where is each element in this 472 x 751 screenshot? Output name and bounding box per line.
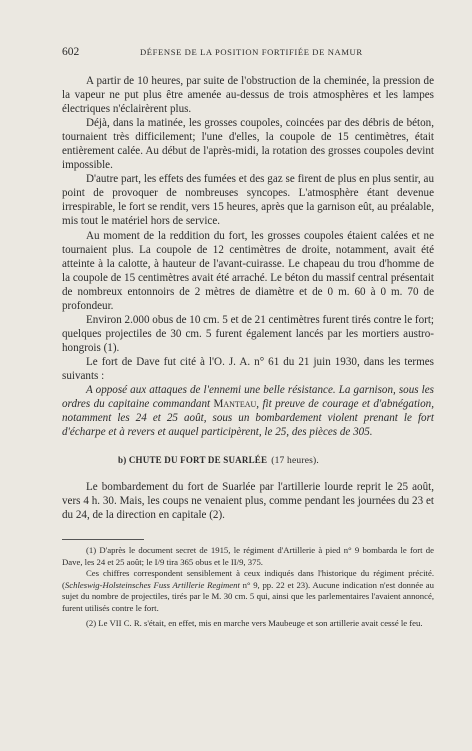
running-head xyxy=(62,46,436,60)
body-text xyxy=(62,74,434,522)
running-title: DÉFENSE DE LA POSITION FORTIFIÉE DE NAMUR xyxy=(140,47,363,57)
citation-quote xyxy=(62,383,434,439)
subheading-title: b) CHUTE DU FORT DE SUARLÉE xyxy=(118,455,268,466)
section-subheading xyxy=(62,453,434,468)
paragraph: Environ 2.000 obus de 10 cm. 5 et de 21 centimètres furent tirés contre le fort; quelques projectiles de 30 cm. 5 furent également lancés par les mortiers austro-hongrois (1). xyxy=(62,313,434,354)
footnote-text: n° 9, pp. 22 et 23). Aucune indication n'est donnée au sujet du nombre de projectiles, tirés par le M. 30 cm. 5 qui, ainsi que les parlementaires l'avaient annoncé, furent utilisés contre le fort. xyxy=(62,579,435,613)
citation-name: Manteau xyxy=(213,398,257,411)
paragraph: Le bombardement du fort de Suarlée par l'artillerie lourde reprit le 25 août, vers 4 h. 30. Mais, les coups ne venaient plus, comme pendant les journées du 23 et du 24, de la direction en capitale (2). xyxy=(62,481,434,522)
footnote-text: Ces chiffres correspondent sensiblement à ceux indiqués dans l'historique du régiment précité. ( xyxy=(62,568,434,590)
footnote: (1) D'après le document secret de 1915, le régiment d'Artillerie à pied n° 9 bombarda le fort de Dave, les 24 et 25 août; le I/9 tira 365 obus et le II/9, 375. xyxy=(62,545,434,567)
footnote-regiment-name: Schleswig-Holsteinsches Fuss Artillerie Regiment xyxy=(64,579,240,590)
page-number: 602 xyxy=(62,46,80,58)
paragraph: D'autre part, les effets des fumées et des gaz se firent de plus en plus sentir, au point de provoquer de nombreuses syncopes. L'atmosphère étant devenue irrespirable, le fort se rendit, vers 15 heures, après que la garnison eût, au préalable, mis tout le matériel hors de service. xyxy=(62,173,434,228)
paragraph: Le fort de Dave fut cité à l'O. J. A. n° 61 du 21 juin 1930, dans les termes suivants : xyxy=(62,355,434,382)
subheading-time: (17 heures). xyxy=(271,456,319,467)
footnote-divider xyxy=(62,539,144,540)
paragraph: Déjà, dans la matinée, les grosses coupoles, coincées par des débris de béton, tournaient très difficilement; l'une d'elles, la coupole de 15 centimètres, était entièrement calée. Au début de l'après-midi, la rotation des grosses coupoles devint impossible. xyxy=(62,117,434,172)
paragraph: A partir de 10 heures, par suite de l'obstruction de la cheminée, la pression de la vapeur ne put plus être amenée au-dessus de trois atmosphères et les lampes électriques n'éclairèrent plus. xyxy=(62,75,434,116)
footnote xyxy=(62,568,434,614)
paragraph: Au moment de la reddition du fort, les grosses coupoles étaient calées et ne tournaient plus. La coupole de 12 centimètres de droite, notamment, avait été atteinte à la calotte, à hauteur de l'avant-cuirasse. Le chapeau du trou d'homme de la coupole de 15 centimètres avait été arraché. Le béton du massif central présentait de nombreux entonnoirs de 2 mètres de diamètre et de 0 m. 60 à 0 m. 70 de profondeur. xyxy=(62,229,434,312)
citation-text: A opposé aux attaques de l'ennemi une belle résistance. La garnison, sous les ordres du capitaine commandant xyxy=(62,384,434,411)
citation-text: , fit preuve de courage et d'abnégation, notamment les 24 et 25 août, sous un bombardement violent prenant le fort d'écharpe et à revers et auquel participèrent, le 25, des pièces de 305. xyxy=(62,398,434,439)
footnote: (2) Le VII C. R. s'était, en effet, mis en marche vers Maubeuge et son artillerie avait cessé le feu. xyxy=(86,617,423,628)
footnotes xyxy=(62,545,434,629)
